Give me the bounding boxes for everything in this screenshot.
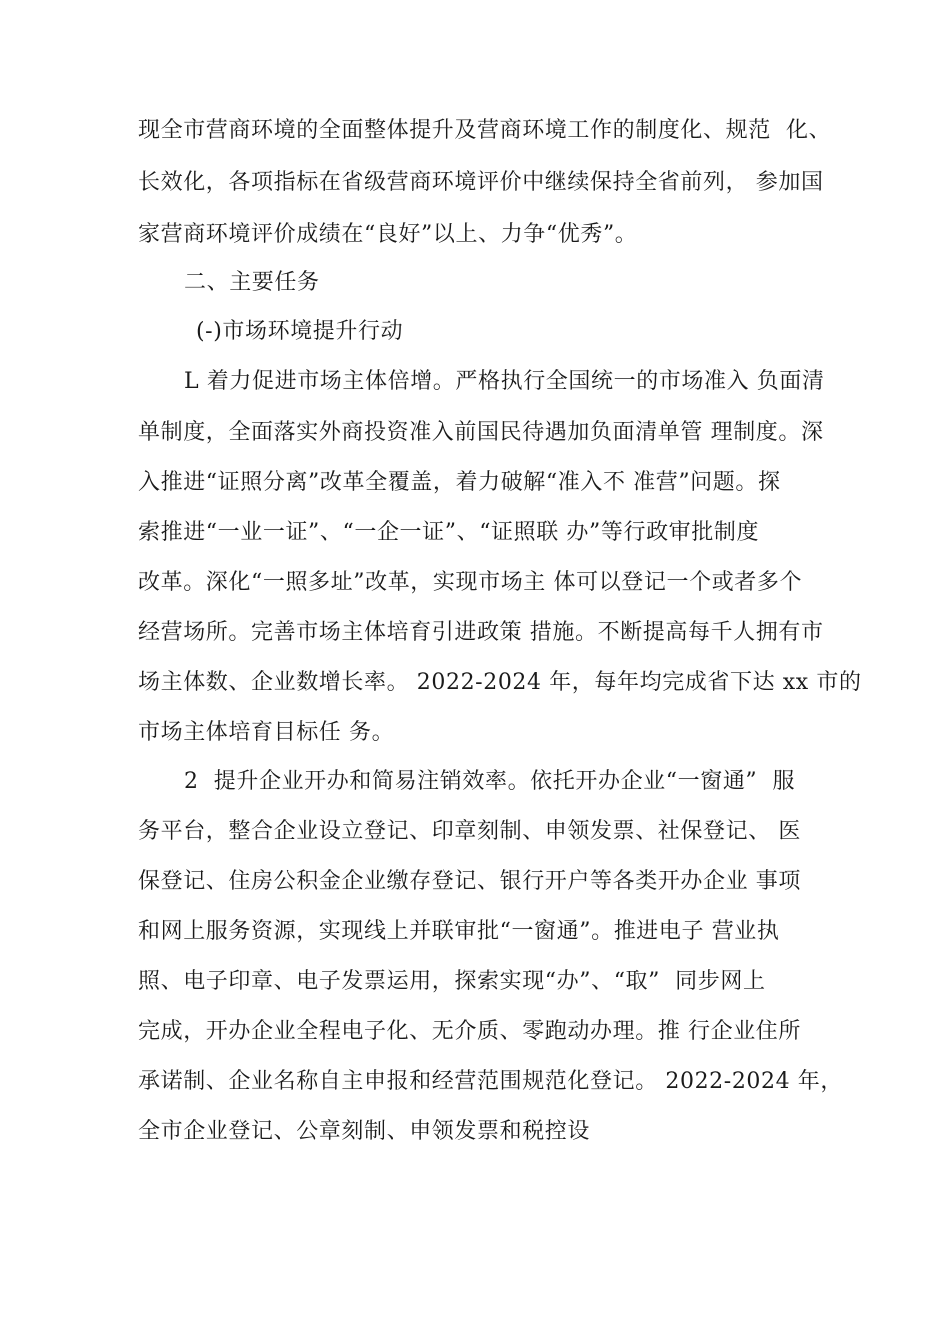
subsection-heading-market-env: (-)市场环境提升行动 (196, 319, 404, 344)
item1-line-1: L 着力促进市场主体倍增。严格执行全国统一的市场准入 负面清 (184, 369, 825, 394)
section-heading-main-tasks: 二、主要任务 (184, 270, 320, 295)
item2-line-8: 全市企业登记、公章刻制、申领发票和税控设 (138, 1119, 591, 1144)
item2-line-7: 承诺制、企业名称自主申报和经营范围规范化登记。 2022-2024 年， (138, 1069, 843, 1094)
item2-line-1: 2 提升企业开办和简易注销效率。依托开办企业“一窗通” 服 (184, 769, 796, 794)
item2-line-4: 和网上服务资源，实现线上并联审批“一窗通”。推进电子 营业执 (138, 919, 780, 944)
item1-line-6: 经营场所。完善市场主体培育引进政策 措施。不断提高每千人拥有市 (138, 620, 824, 645)
item2-line-5: 照、电子印章、电子发票运用，探索实现“办”、“取” 同步网上 (138, 969, 766, 994)
item2-line-2: 务平台，整合企业设立登记、印章刻制、申领发票、社保登记、 医 (138, 819, 801, 844)
item1-line-8: 市场主体培育目标任 务。 (138, 720, 395, 745)
item1-line-4: 索推进“一业一证”、“一企一证”、“证照联 办”等行政审批制度 (138, 520, 760, 545)
item2-line-6: 完成，开办企业全程电子化、无介质、零跑动办理。推 行企业住所 (138, 1019, 801, 1044)
item2-line-3: 保登记、住房公积金企业缴存登记、银行开户等各类开办企业 事项 (138, 869, 801, 894)
item1-line-3: 入推进“证照分离”改革全覆盖，着力破解“准入不 准营”问题。探 (138, 470, 781, 495)
item1-line-2: 单制度，全面落实外商投资准入前国民待遇加负面清单管 理制度。深 (138, 420, 824, 445)
item1-line-7: 场主体数、企业数增长率。 2022-2024 年，每年均完成省下达 xx 市的 (138, 670, 862, 695)
item1-line-5: 改革。深化“一照多址”改革，实现市场主 体可以登记一个或者多个 (138, 570, 803, 595)
intro-line-3: 家营商环境评价成绩在“良好”以上、力争“优秀”。 (138, 222, 638, 247)
intro-line-2: 长效化，各项指标在省级营商环境评价中继续保持全省前列， 参加国 (138, 170, 824, 195)
intro-line-1: 现全市营商环境的全面整体提升及营商环境工作的制度化、规范 化、 (138, 118, 832, 143)
